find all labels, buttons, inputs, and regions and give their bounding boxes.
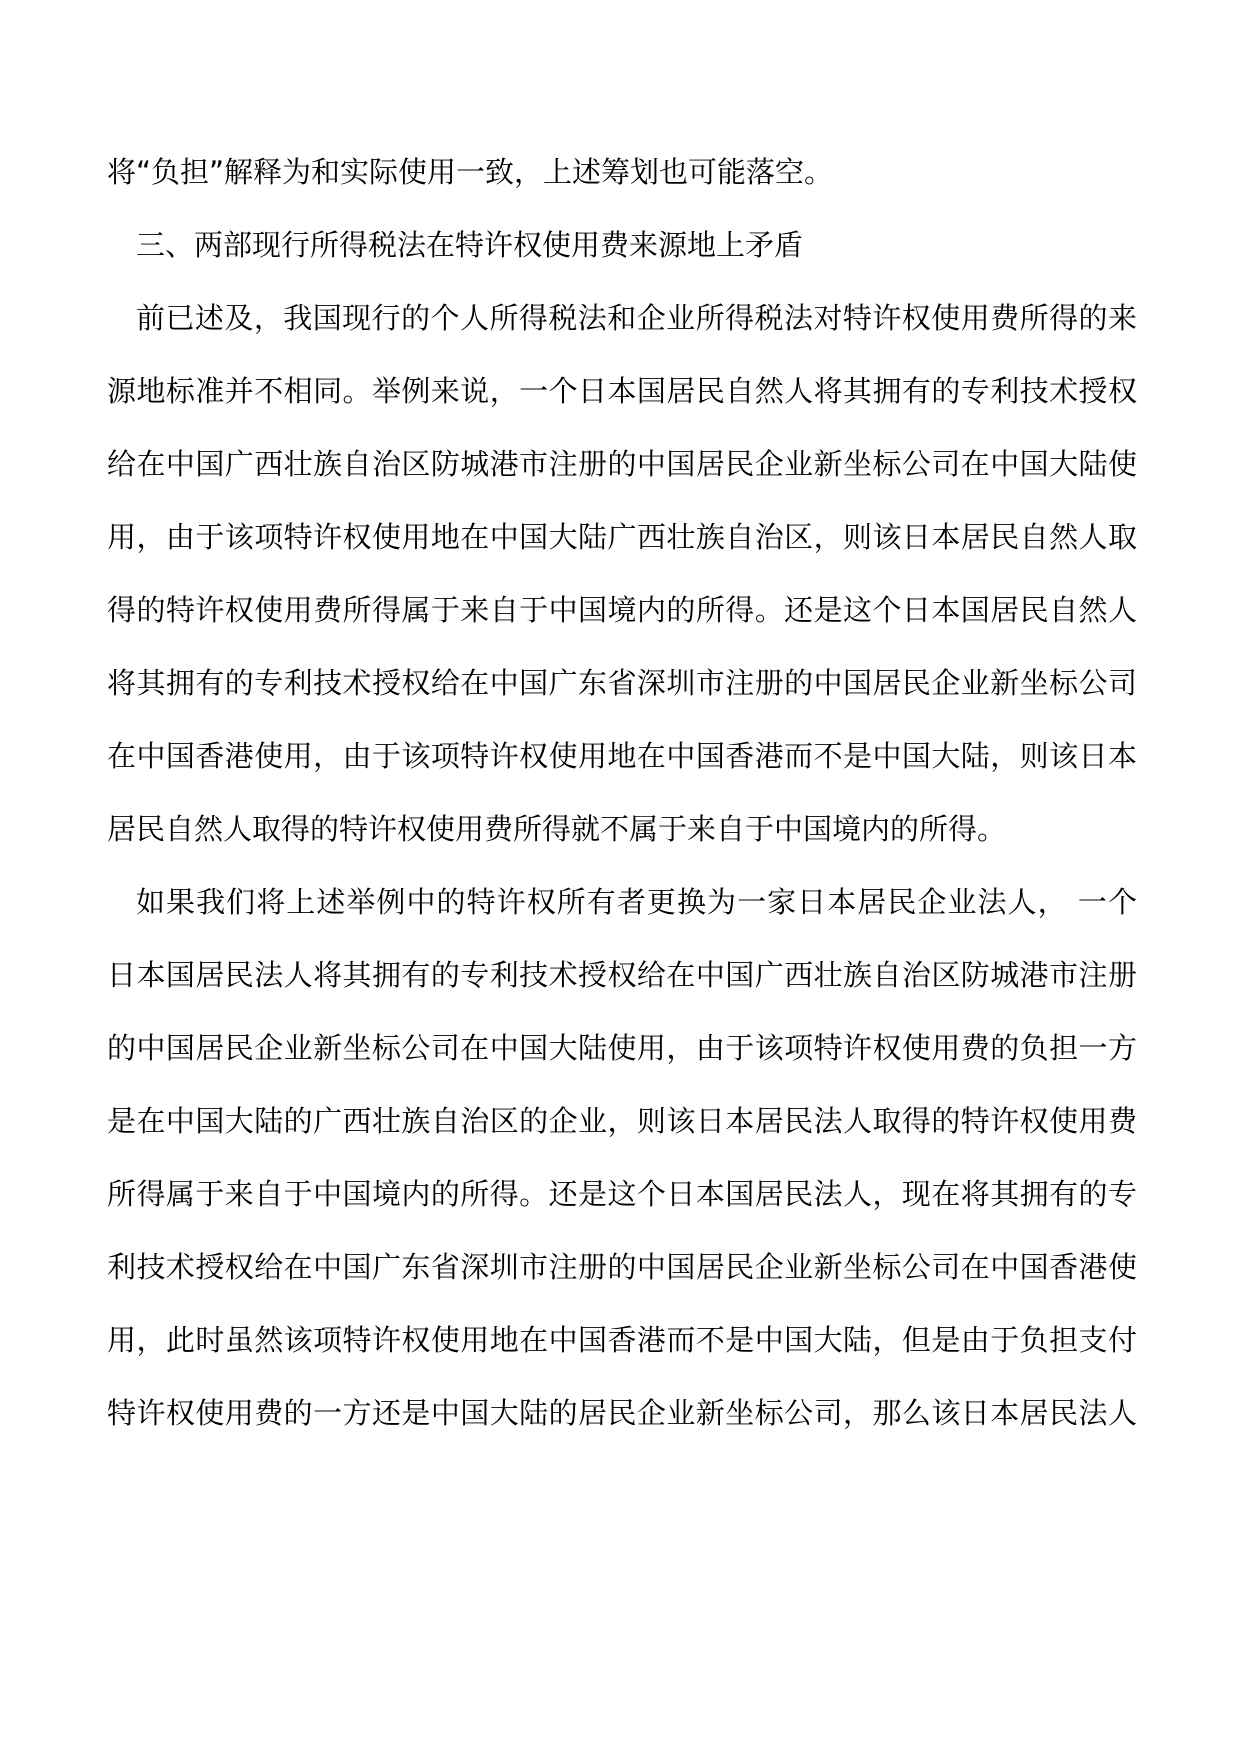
text-line: 是在中国大陆的广西壮族自治区的企业，则该日本居民法人取得的特许权使用费 bbox=[107, 1104, 1137, 1138]
text-line: 给在中国广西壮族自治区防城港市注册的中国居民企业新坐标公司在中国大陆使 bbox=[107, 447, 1137, 481]
text-line: 利技术授权给在中国广东省深圳市注册的中国居民企业新坐标公司在中国香港使 bbox=[107, 1250, 1137, 1284]
section-heading: 三、两部现行所得税法在特许权使用费来源地上矛盾 bbox=[136, 228, 804, 262]
text-line: 将其拥有的专利技术授权给在中国广东省深圳市注册的中国居民企业新坐标公司 bbox=[107, 666, 1137, 700]
text-line: 用，由于该项特许权使用地在中国大陆广西壮族自治区，则该日本居民自然人取 bbox=[107, 520, 1137, 554]
text-line: 源地标准并不相同。举例来说，一个日本国居民自然人将其拥有的专利技术授权 bbox=[107, 374, 1137, 408]
text-line: 在中国香港使用，由于该项特许权使用地在中国香港而不是中国大陆，则该日本 bbox=[107, 739, 1137, 773]
text-line: 得的特许权使用费所得属于来自于中国境内的所得。还是这个日本国居民自然人 bbox=[107, 593, 1137, 627]
text-line: 将“负担”解释为和实际使用一致，上述筹划也可能落空。 bbox=[107, 155, 834, 189]
text-line: 居民自然人取得的特许权使用费所得就不属于来自于中国境内的所得。 bbox=[107, 812, 1007, 846]
text-line: 特许权使用费的一方还是中国大陆的居民企业新坐标公司，那么该日本居民法人 bbox=[107, 1396, 1137, 1430]
text-line: 所得属于来自于中国境内的所得。还是这个日本国居民法人，现在将其拥有的专 bbox=[107, 1177, 1137, 1211]
text-line: 如果我们将上述举例中的特许权所有者更换为一家日本居民企业法人， 一个 bbox=[136, 885, 1137, 919]
text-line: 日本国居民法人将其拥有的专利技术授权给在中国广西壮族自治区防城港市注册 bbox=[107, 958, 1137, 992]
text-line: 的中国居民企业新坐标公司在中国大陆使用，由于该项特许权使用费的负担一方 bbox=[107, 1031, 1137, 1065]
text-line: 前已述及，我国现行的个人所得税法和企业所得税法对特许权使用费所得的来 bbox=[136, 301, 1137, 335]
text-line: 用，此时虽然该项特许权使用地在中国香港而不是中国大陆，但是由于负担支付 bbox=[107, 1323, 1137, 1357]
